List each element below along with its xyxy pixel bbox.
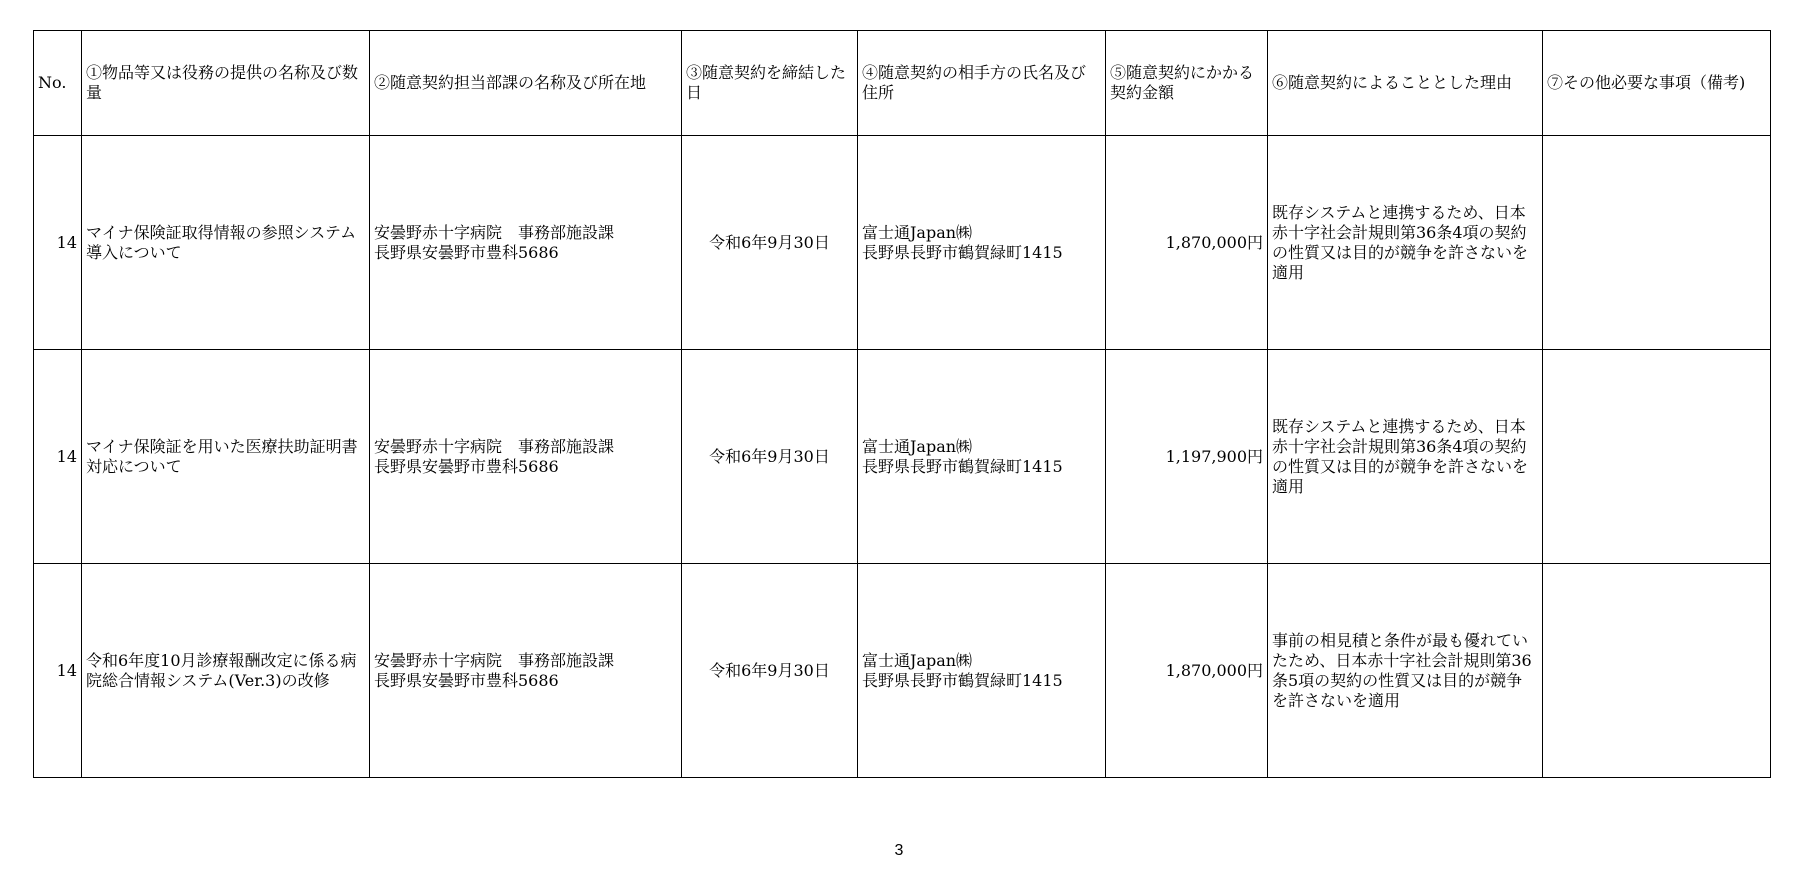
department-address: 長野県安曇野市豊科5686 — [374, 242, 559, 262]
header-no: No. — [34, 31, 82, 136]
vendor-address: 長野県長野市鶴賀緑町1415 — [862, 670, 1063, 690]
row-notes — [1543, 564, 1771, 778]
header-reason: ⑥随意契約によることとした理由 — [1268, 31, 1543, 136]
row-vendor — [858, 350, 1106, 564]
department-name: 安曇野赤十字病院 事務部施設課 — [374, 436, 615, 456]
row-amount: 1,870,000円 — [1106, 564, 1268, 778]
row-no: 14 — [34, 350, 82, 564]
row-vendor — [858, 564, 1106, 778]
vendor-address: 長野県長野市鶴賀緑町1415 — [862, 456, 1063, 476]
row-no: 14 — [34, 564, 82, 778]
department-address: 長野県安曇野市豊科5686 — [374, 456, 559, 476]
row-amount: 1,197,900円 — [1106, 350, 1268, 564]
row-item: 令和6年度10月診療報酬改定に係る病院総合情報システム(Ver.3)の改修 — [82, 564, 370, 778]
row-item: マイナ保険証を用いた医療扶助証明書対応について — [82, 350, 370, 564]
header-amount: ⑤随意契約にかかる契約金額 — [1106, 31, 1268, 136]
row-item: マイナ保険証取得情報の参照システム導入について — [82, 136, 370, 350]
vendor-name: 富士通Japan㈱ — [862, 650, 973, 670]
header-row — [34, 31, 1771, 136]
table-row — [34, 564, 1771, 778]
row-reason: 事前の相見積と条件が最も優れていたため、日本赤十字社会計規則第36条5項の契約の性質又は目的が競争を許さないを適用 — [1268, 564, 1543, 778]
contracts-table — [33, 30, 1771, 778]
row-no: 14 — [34, 136, 82, 350]
row-reason: 既存システムと連携するため、日本赤十字社会計規則第36条4項の契約の性質又は目的が競争を許さないを適用 — [1268, 136, 1543, 350]
header-vendor: ④随意契約の相手方の氏名及び住所 — [858, 31, 1106, 136]
row-date: 令和6年9月30日 — [682, 350, 858, 564]
row-date: 令和6年9月30日 — [682, 136, 858, 350]
row-notes — [1543, 136, 1771, 350]
department-name: 安曇野赤十字病院 事務部施設課 — [374, 650, 615, 670]
row-date: 令和6年9月30日 — [682, 564, 858, 778]
row-amount: 1,870,000円 — [1106, 136, 1268, 350]
table-row — [34, 136, 1771, 350]
row-department — [370, 350, 682, 564]
header-notes: ⑦その他必要な事項（備考) — [1543, 31, 1771, 136]
vendor-address: 長野県長野市鶴賀緑町1415 — [862, 242, 1063, 262]
department-address: 長野県安曇野市豊科5686 — [374, 670, 559, 690]
header-date: ③随意契約を締結した日 — [682, 31, 858, 136]
vendor-name: 富士通Japan㈱ — [862, 436, 973, 456]
page-number: 3 — [894, 842, 904, 859]
header-item: ①物品等又は役務の提供の名称及び数量 — [82, 31, 370, 136]
row-notes — [1543, 350, 1771, 564]
row-department — [370, 564, 682, 778]
table-row — [34, 350, 1771, 564]
row-reason: 既存システムと連携するため、日本赤十字社会計規則第36条4項の契約の性質又は目的が競争を許さないを適用 — [1268, 350, 1543, 564]
row-department — [370, 136, 682, 350]
header-department: ②随意契約担当部課の名称及び所在地 — [370, 31, 682, 136]
row-vendor — [858, 136, 1106, 350]
vendor-name: 富士通Japan㈱ — [862, 222, 973, 242]
department-name: 安曇野赤十字病院 事務部施設課 — [374, 222, 615, 242]
